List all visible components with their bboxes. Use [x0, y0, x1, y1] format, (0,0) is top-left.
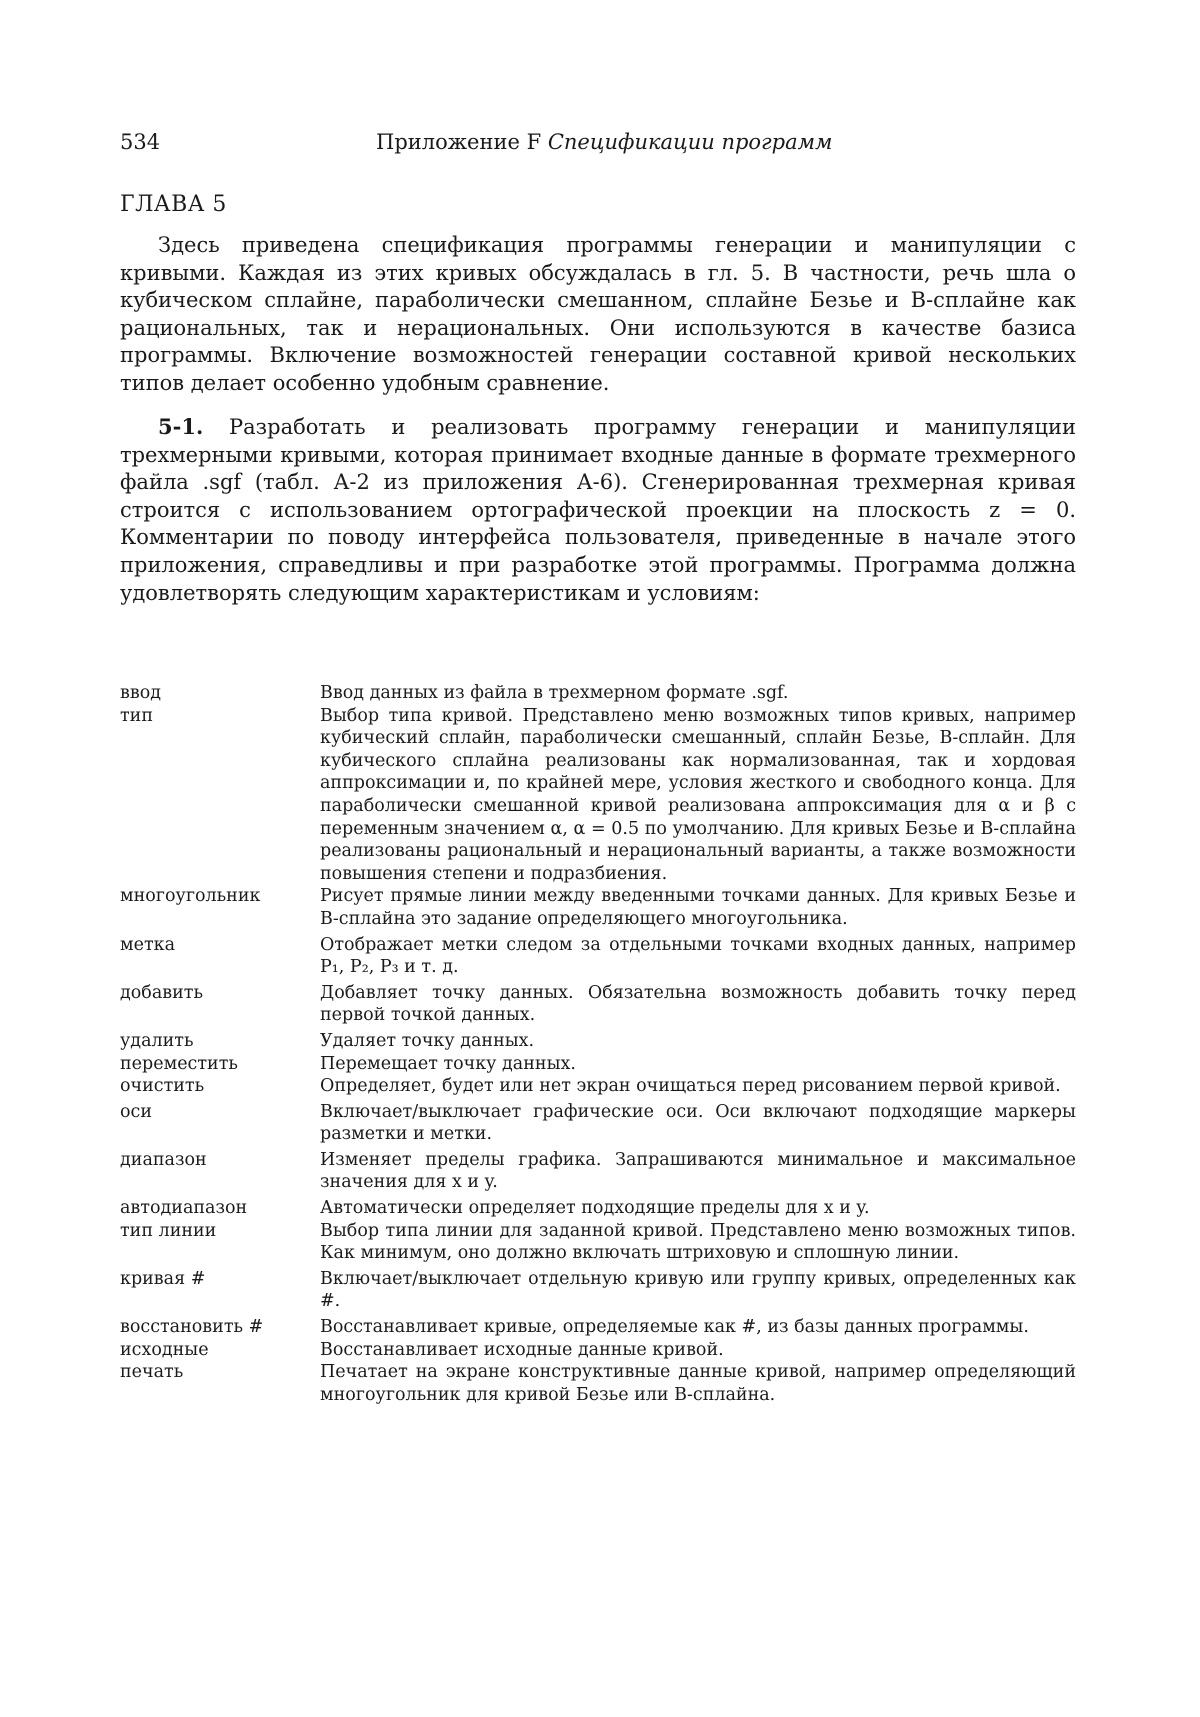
- spec-row: [120, 1361, 1076, 1406]
- spec-description: Ввод данных из файла в трехмерном формате .sgf.: [320, 683, 789, 703]
- spec-description: Перемещает точку данных.: [320, 1053, 576, 1074]
- spec-term: оси: [120, 1101, 153, 1122]
- running-title: [376, 130, 832, 154]
- spec-row: [120, 979, 1076, 1027]
- spec-row: [120, 1313, 1076, 1339]
- spec-row: [120, 1339, 1076, 1362]
- spec-description: Удаляет точку данных.: [320, 1030, 535, 1051]
- spec-term: печать: [120, 1362, 184, 1383]
- spec-description: Восстанавливает кривые, определяемые как #, из базы данных программы.: [320, 1317, 1029, 1338]
- spec-term: исходные: [120, 1339, 209, 1360]
- spec-row: [120, 1027, 1076, 1053]
- spec-description: Восстанавливает исходные данные кривой.: [320, 1339, 724, 1360]
- spec-description: Определяет, будет или нет экран очищаться перед рисованием первой кривой.: [320, 1076, 1061, 1097]
- task-number: 5-1.: [158, 414, 204, 439]
- spec-term: переместить: [120, 1053, 238, 1074]
- spec-term: восстановить #: [120, 1317, 264, 1338]
- spec-term: тип: [120, 705, 154, 726]
- spec-description: Печатает на экране конструктивные данные кривой, например определяющий многоугольник для кривой Безье или В-сплайна.: [320, 1362, 1076, 1405]
- running-title-prefix: Приложение F: [376, 130, 542, 154]
- spec-row: [120, 1098, 1076, 1146]
- intro-paragraph: Здесь приведена спецификация программы генерации и манипуляции с кривыми. Каждая из этих кривых обсуждалась в гл. 5. В частности, речь шла о кубическом сплайне, параболически смешанном, сплайне Безье и В-сплайне как рациональных, так и нерациональных. Они используются в качестве базиса программы. Включение возможностей генерации составной кривой нескольких типов делает особенно удобным сравнение.: [120, 233, 1076, 395]
- spec-description: Изменяет пределы графика. Запрашиваются минимальное и максимальное значения для x и y.: [320, 1149, 1076, 1193]
- spec-description: Добавляет точку данных. Обязательна возможность добавить точку перед первой точкой данных.: [320, 982, 1076, 1026]
- spec-term: диапазон: [120, 1149, 207, 1170]
- spec-term: очистить: [120, 1076, 205, 1097]
- spec-table: [120, 682, 1076, 1406]
- task-text: Разработать и реализовать программу генерации и манипуляции трехмерными кривыми, которая принимает входные данные в формате трехмерного файла .sgf (табл. А-2 из приложения А-6). Сгенерированная трехмерная кривая строится с использованием ортографической проекции на плоскость z = 0. Комментарии по поводу интерфейса пользователя, приведенные в начале этого приложения, справедливы и при разработке этой программы. Программа должна удовлетворять следующим характеристикам и условиям:: [120, 415, 1076, 605]
- spec-row: [120, 1265, 1076, 1313]
- spec-term: добавить: [120, 982, 204, 1003]
- spec-row: [120, 705, 1076, 886]
- spec-description: Рисует прямые линии между введенными точками данных. Для кривых Безье и В-сплайна это задание определяющего многоугольника.: [320, 886, 1076, 929]
- spec-term: кривая #: [120, 1268, 206, 1289]
- spec-row: [120, 1220, 1076, 1265]
- spec-row: [120, 1194, 1076, 1220]
- spec-row: [120, 931, 1076, 979]
- spec-row: [120, 1053, 1076, 1076]
- spec-term: удалить: [120, 1030, 194, 1051]
- page-number: 534: [120, 130, 161, 154]
- running-title-italic: Спецификации программ: [547, 130, 833, 154]
- spec-description: Выбор типа линии для заданной кривой. Представлено меню возможных типов. Как минимум, оно должно включать штриховую и сплошную линии.: [320, 1220, 1076, 1264]
- spec-term: многоугольник: [120, 886, 261, 907]
- spec-row: [120, 682, 1076, 705]
- chapter-title: ГЛАВА 5: [120, 192, 227, 217]
- spec-description: Выбор типа кривой. Представлено меню возможных типов кривых, например кубический сплайн, параболически смешанный, сплайн Безье, В-сплайн. Для кубического сплайна реализованы как нормализованная, так и хордовая аппроксимации и, по крайней мере, условия жесткого и свободного конца. Для параболически смешанной кривой реализована аппроксимация для α и β с переменным значением α, α = 0.5 по умолчанию. Для кривых Безье и В-сплайна реализованы рациональный и нерациональный варианты, а также возможности повышения степени и подразбиения.: [320, 705, 1076, 884]
- task-paragraph: [120, 413, 1076, 607]
- spec-row: [120, 885, 1076, 930]
- spec-description: Включает/выключает графические оси. Оси включают подходящие маркеры разметки и метки.: [320, 1101, 1076, 1145]
- spec-term: тип линии: [120, 1220, 217, 1241]
- spec-description: Отображает метки следом за отдельными точками входных данных, например P₁, P₂, P₃ и т. д.: [320, 934, 1076, 978]
- spec-term: ввод: [120, 683, 162, 703]
- spec-term: автодиапазон: [120, 1198, 248, 1219]
- spec-table-body: [120, 682, 1076, 1406]
- spec-row: [120, 1075, 1076, 1098]
- spec-description: Автоматически определяет подходящие пределы для x и y.: [320, 1198, 870, 1219]
- spec-description: Включает/выключает отдельную кривую или группу кривых, определенных как #.: [320, 1268, 1076, 1312]
- page-header: [120, 130, 1080, 160]
- spec-term: метка: [120, 934, 176, 955]
- spec-row: [120, 1146, 1076, 1194]
